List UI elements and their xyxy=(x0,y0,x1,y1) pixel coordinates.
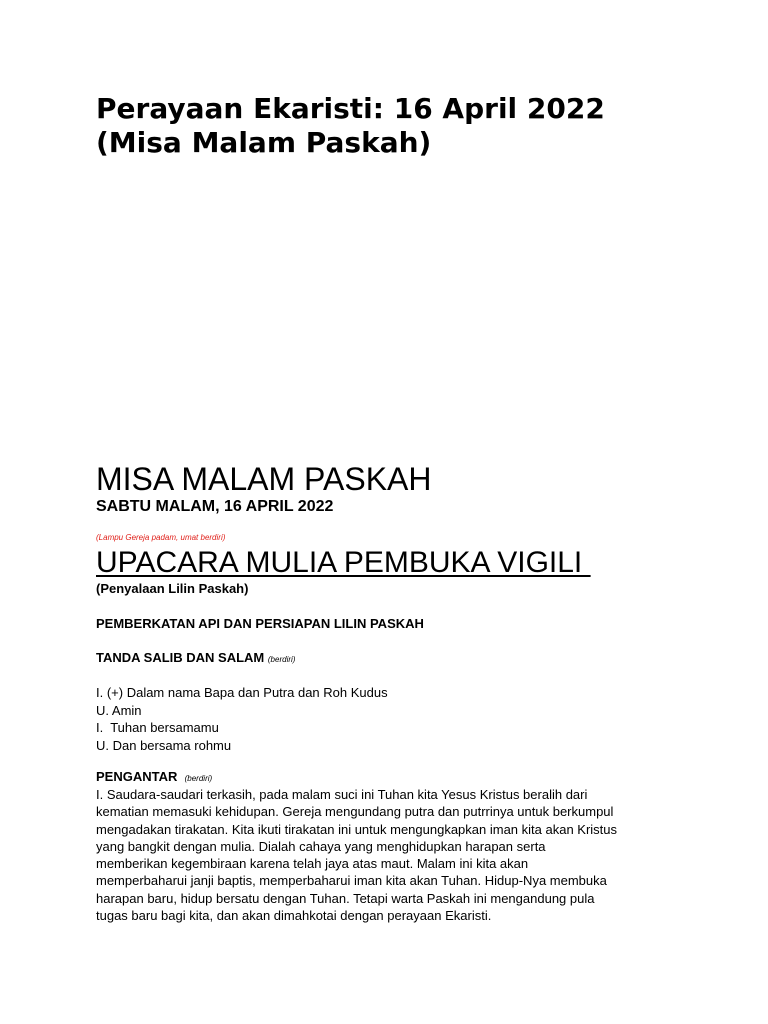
intro-rubric: (berdiri) xyxy=(184,774,213,783)
paragraph-line: kematian memasuki kehidupan. Gereja mengundang putra dan putrrinya untuk berkumpul xyxy=(96,804,614,820)
dialog-line: U. Dan bersama rohmu xyxy=(96,737,232,753)
paragraph-line: yang bangkit dengan mulia. Dialah cahaya yang menghidupkan harapan serta xyxy=(96,838,546,854)
paragraph-line: mengadakan tirakatan. Kita ikuti tirakatan ini untuk mengungkapkan iman kita akan Kristus xyxy=(96,821,618,837)
section-title: UPACARA MULIA PEMBUKA VIGILI xyxy=(96,546,591,579)
dialog-line: I. (+) Dalam nama Bapa dan Putra dan Roh Kudus xyxy=(96,685,388,700)
dialog-line: I. Tuhan bersamamu xyxy=(96,720,219,735)
document-title-line-2: (Misa Malam Paskah) xyxy=(96,126,432,159)
document-title-line-1: Perayaan Ekaristi: 16 April 2022 xyxy=(96,92,605,125)
paragraph-line: memperbaharui janji baptis, memperbaharui iman kita akan Tuhan. Hidup-Nya membuka xyxy=(96,873,607,889)
paragraph-line: memberikan kegembiraan karena telah jaya atas maut. Malam ini kita akan xyxy=(96,856,529,872)
sign-of-cross-heading xyxy=(96,649,716,669)
mass-date: SABTU MALAM, 16 APRIL 2022 xyxy=(96,498,334,515)
section-subtitle: (Penyalaan Lilin Paskah) xyxy=(96,581,249,596)
introduction-paragraph xyxy=(96,786,686,924)
introduction-heading xyxy=(96,768,716,788)
paragraph-line: I. Saudara-saudari terkasih, pada malam suci ini Tuhan kita Yesus Kristus beralih dari xyxy=(96,787,588,802)
paragraph-line: harapan baru, hidup bersatu dengan Tuhan. Tetapi warta Paskah ini mengandung pula xyxy=(96,890,595,906)
intro-heading-text: PENGANTAR xyxy=(96,769,178,784)
blessing-heading: PEMBERKATAN API DAN PERSIAPAN LILIN PASKAH xyxy=(96,616,424,631)
sign-heading-text: TANDA SALIB DAN SALAM xyxy=(96,650,265,665)
document-title xyxy=(96,92,736,160)
sign-rubric: (berdiri) xyxy=(267,655,296,664)
rubric-lights-off: (Lampu Gereja padam, umat berdiri) xyxy=(96,533,226,542)
greeting-dialog xyxy=(96,684,716,754)
mass-heading: MISA MALAM PASKAH xyxy=(96,461,432,497)
dialog-line: U. Amin xyxy=(96,702,142,718)
paragraph-line: tugas baru bagi kita, dan akan dimahkotai dengan perayaan Ekaristi. xyxy=(96,908,492,924)
